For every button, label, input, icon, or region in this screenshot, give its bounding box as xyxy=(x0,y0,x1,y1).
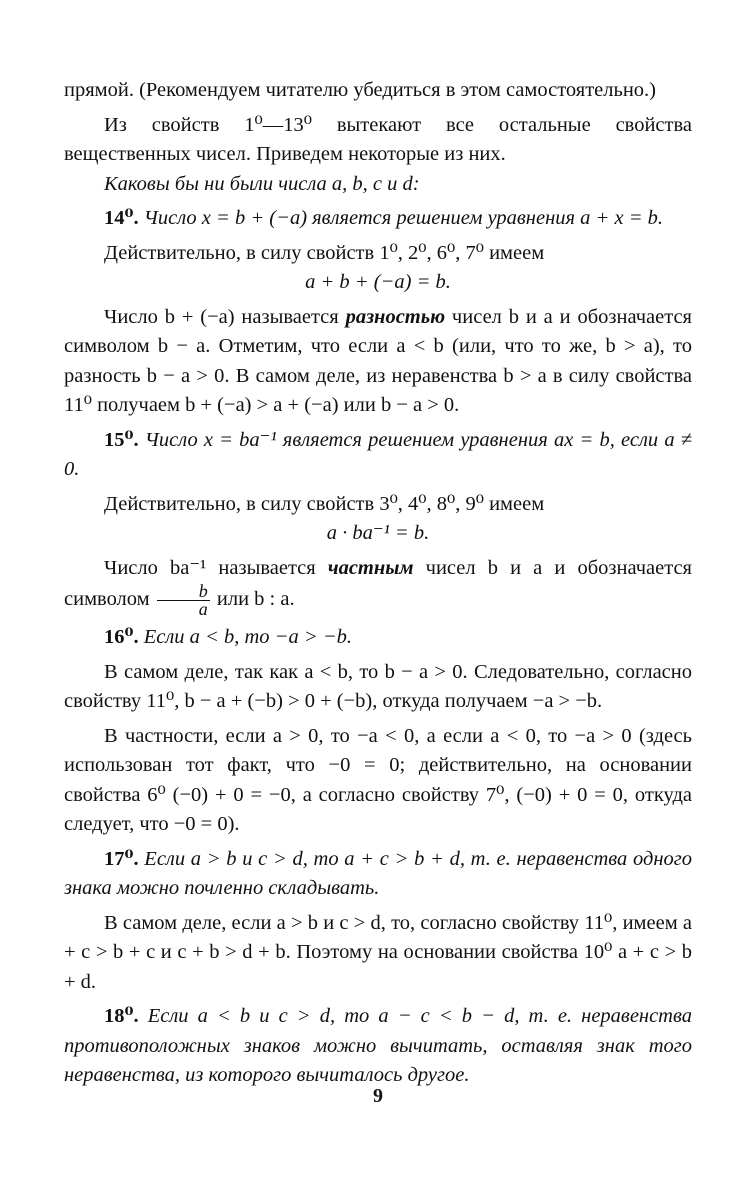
paragraph-continuation: прямой. (Рекомендуем читателю убедиться в этом самостоятельно.) xyxy=(64,79,657,101)
fraction xyxy=(157,583,210,618)
property-18 xyxy=(64,1002,692,1091)
property-16 xyxy=(64,623,692,653)
page-body xyxy=(64,76,692,1091)
paragraph-difference xyxy=(64,303,692,421)
paragraph-quotient xyxy=(64,554,692,619)
text-run: чисел b и a и обозначается символом xyxy=(64,556,692,611)
paragraph-proof-16: В самом деле, так как a < b, то b − a > 0. Следовательно, согласно свойству 11⁰, b − a + (−b) > 0 + (−b), откуда получаем −a > −b. xyxy=(64,660,692,712)
page-number: 9 xyxy=(373,1085,383,1107)
term-quotient: частным xyxy=(327,556,414,579)
property-number: 14⁰. xyxy=(104,207,139,229)
property-statement: Число x = ba⁻¹ является решением уравнения ax = b, если a ≠ 0. xyxy=(64,428,692,480)
fraction-denominator: a xyxy=(198,599,208,619)
property-statement: Если a < b и c > d, то a − c < b − d, т. е. неравенства противоположных знаков можно вычитать, оставляя знак того неравенства, из которого вычиталось другое. xyxy=(64,1005,692,1086)
property-14 xyxy=(64,204,692,234)
paragraph-special-case: В частности, если a > 0, то −a < 0, а если a < 0, то −a > 0 (здесь использован тот факт, что −0 = 0; действительно, на основании свойства 6⁰ (−0) + 0 = −0, а согласно свойству 7⁰, (−0) + 0 = 0, откуда следует, что −0 = 0). xyxy=(64,724,692,835)
paragraph-proof-17: В самом деле, если a > b и c > d, то, согласно свойству 11⁰, имеем a + c > b + c и c + b > d + b. Поэтому на основании свойства 10⁰ a + c > b + d. xyxy=(64,911,692,993)
property-statement: Если a < b, то −a > −b. xyxy=(138,626,353,648)
property-17 xyxy=(64,845,692,904)
property-number: 18⁰. xyxy=(104,1005,139,1027)
formula-1: a + b + (−a) = b. xyxy=(305,271,451,293)
paragraph-proof-15: Действительно, в силу свойств 3⁰, 4⁰, 8⁰, 9⁰ имеем xyxy=(104,492,545,515)
paragraph-properties: Из свойств 1⁰—13⁰ вытекают все остальные свойства вещественных чисел. Приведем некоторые из них. xyxy=(64,113,692,165)
paragraph-intro: Каковы бы ни были числа a, b, c и d: xyxy=(104,172,420,195)
property-statement: Число x = b + (−a) является решением уравнения a + x = b. xyxy=(138,207,664,229)
property-number: 15⁰. xyxy=(104,428,139,451)
term-difference: разностью xyxy=(345,305,446,328)
paragraph-proof-14: Действительно, в силу свойств 1⁰, 2⁰, 6⁰, 7⁰ имеем xyxy=(104,241,545,264)
text-run: чисел b и a и обозначается символом b − a. Отметим, что если a < b (или, что то же, b > a), то разность b − a > 0. В самом деле, из неравенства b > a в силу свойства 11⁰ получаем b + (−a) > a + (−a) или b − a > 0. xyxy=(64,305,692,416)
fraction-numerator: b xyxy=(157,583,210,601)
text-run: или b : a. xyxy=(211,588,295,611)
property-number: 16⁰. xyxy=(104,626,139,648)
text-run: Число ba⁻¹ называется xyxy=(104,556,328,579)
text-run: Число b + (−a) называется xyxy=(104,305,346,328)
property-statement: Если a > b и c > d, то a + c > b + d, т. е. неравенства одного знака можно почленно складывать. xyxy=(64,847,692,899)
property-15 xyxy=(64,426,692,485)
formula-2: a · ba⁻¹ = b. xyxy=(326,522,430,544)
property-number: 17⁰. xyxy=(104,847,139,870)
